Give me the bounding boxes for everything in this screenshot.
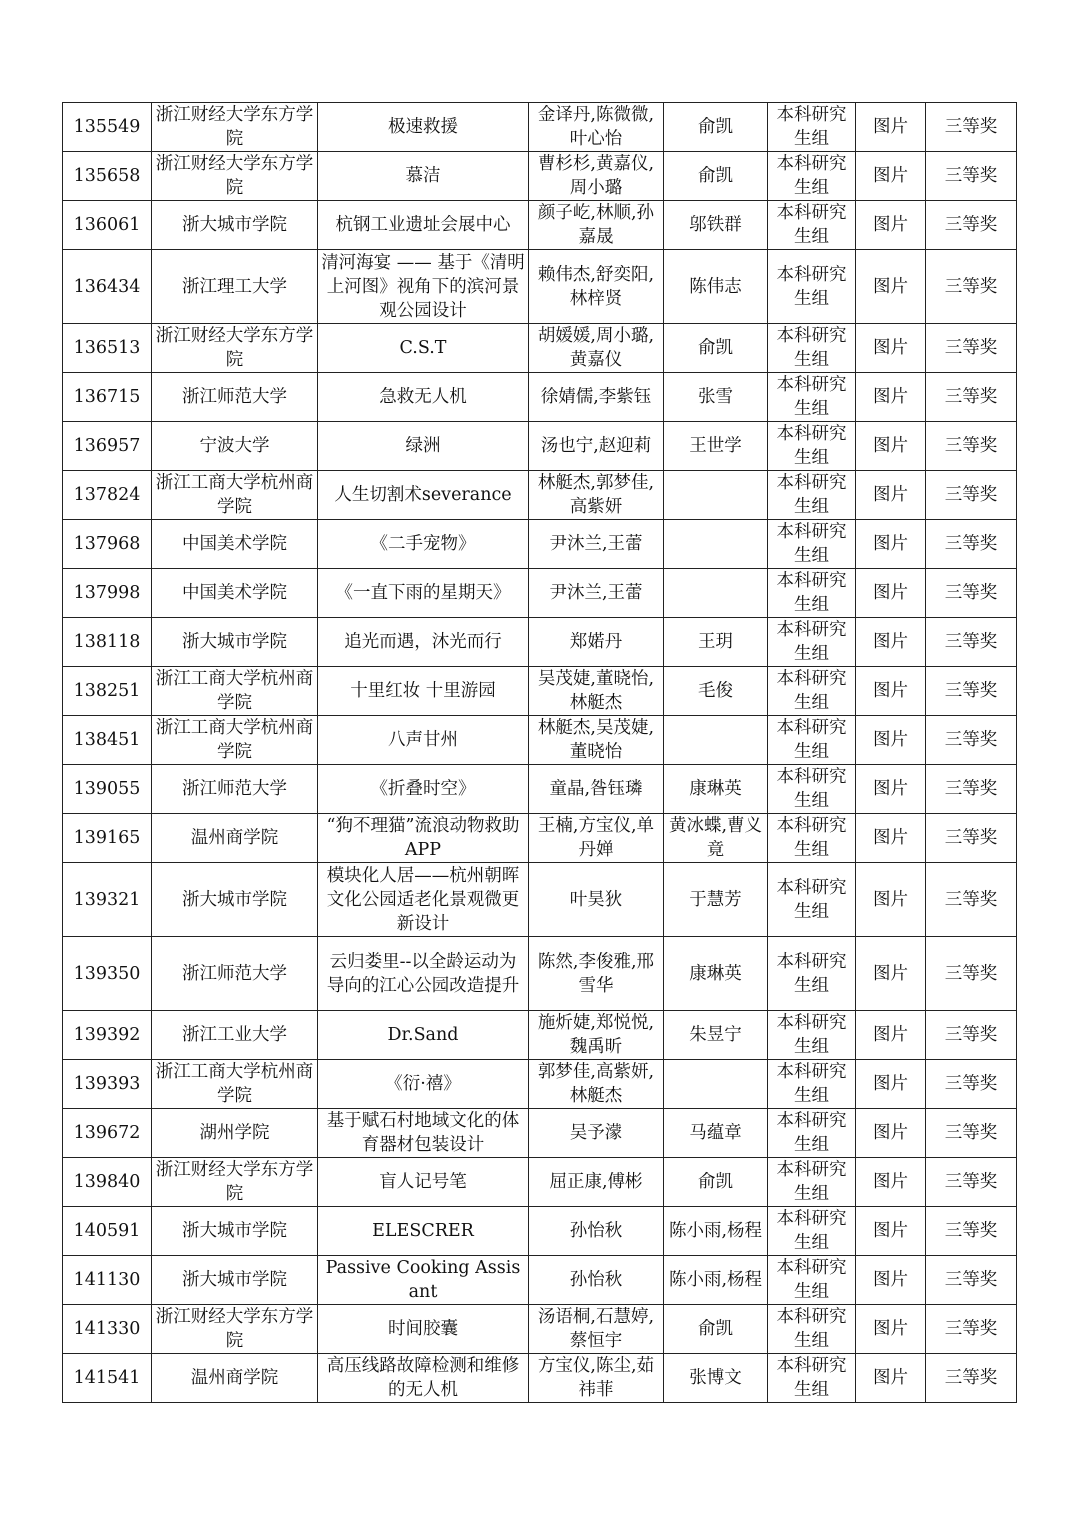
entry-id-cell: 135658	[63, 152, 152, 201]
category-cell: 图片	[856, 667, 926, 716]
category-cell: 图片	[856, 103, 926, 152]
table-row	[63, 422, 1017, 471]
advisor-cell: 康琳英	[664, 765, 768, 814]
award-cell: 三等奖	[926, 1256, 1017, 1305]
entry-id-cell: 137998	[63, 569, 152, 618]
award-cell: 三等奖	[926, 201, 1017, 250]
category-cell: 图片	[856, 1207, 926, 1256]
category-cell: 图片	[856, 716, 926, 765]
school-cell: 宁波大学	[152, 422, 318, 471]
work-title-cell: 极速救援	[318, 103, 529, 152]
work-title-cell: 《衍·禧》	[318, 1060, 529, 1109]
school-cell: 浙大城市学院	[152, 863, 318, 937]
award-cell: 三等奖	[926, 716, 1017, 765]
group-cell: 本科研究生组	[768, 716, 856, 765]
school-cell: 浙大城市学院	[152, 201, 318, 250]
category-cell: 图片	[856, 324, 926, 373]
work-title-cell: ELESCRER	[318, 1207, 529, 1256]
entry-id-cell: 139672	[63, 1109, 152, 1158]
work-title-cell: 绿洲	[318, 422, 529, 471]
table-row	[63, 471, 1017, 520]
award-cell: 三等奖	[926, 765, 1017, 814]
advisor-cell: 邬铁群	[664, 201, 768, 250]
award-cell: 三等奖	[926, 1354, 1017, 1403]
work-title-cell: 盲人记号笔	[318, 1158, 529, 1207]
category-cell: 图片	[856, 471, 926, 520]
advisor-cell: 俞凯	[664, 152, 768, 201]
advisor-cell: 张博文	[664, 1354, 768, 1403]
table-row	[63, 765, 1017, 814]
authors-cell: 孙怡秋	[529, 1207, 664, 1256]
school-cell: 浙江师范大学	[152, 765, 318, 814]
category-cell: 图片	[856, 1354, 926, 1403]
group-cell: 本科研究生组	[768, 667, 856, 716]
entry-id-cell: 135549	[63, 103, 152, 152]
award-cell: 三等奖	[926, 250, 1017, 324]
group-cell: 本科研究生组	[768, 1305, 856, 1354]
award-cell: 三等奖	[926, 937, 1017, 1011]
table-row	[63, 1011, 1017, 1060]
award-cell: 三等奖	[926, 103, 1017, 152]
work-title-cell: 模块化人居——杭州朝晖文化公园适老化景观微更新设计	[318, 863, 529, 937]
group-cell: 本科研究生组	[768, 569, 856, 618]
award-cell: 三等奖	[926, 569, 1017, 618]
group-cell: 本科研究生组	[768, 373, 856, 422]
entry-id-cell: 139321	[63, 863, 152, 937]
work-title-cell: Dr.Sand	[318, 1011, 529, 1060]
school-cell: 浙江师范大学	[152, 373, 318, 422]
table-row	[63, 250, 1017, 324]
entry-id-cell: 138118	[63, 618, 152, 667]
category-cell: 图片	[856, 569, 926, 618]
authors-cell: 童晶,昝钰璘	[529, 765, 664, 814]
group-cell: 本科研究生组	[768, 765, 856, 814]
group-cell: 本科研究生组	[768, 250, 856, 324]
award-cell: 三等奖	[926, 1060, 1017, 1109]
table-row	[63, 201, 1017, 250]
school-cell: 浙江工商大学杭州商学院	[152, 471, 318, 520]
authors-cell: 徐婧儒,李紫钰	[529, 373, 664, 422]
school-cell: 温州商学院	[152, 1354, 318, 1403]
work-title-cell: 《二手宠物》	[318, 520, 529, 569]
category-cell: 图片	[856, 814, 926, 863]
advisor-cell: 俞凯	[664, 324, 768, 373]
work-title-cell: 云归娄里--以全龄运动为导向的江心公园改造提升	[318, 937, 529, 1011]
school-cell: 浙大城市学院	[152, 618, 318, 667]
authors-cell: 郑婼丹	[529, 618, 664, 667]
work-title-cell: 基于赋石村地域文化的体育器材包装设计	[318, 1109, 529, 1158]
group-cell: 本科研究生组	[768, 520, 856, 569]
group-cell: 本科研究生组	[768, 937, 856, 1011]
category-cell: 图片	[856, 1305, 926, 1354]
entry-id-cell: 136513	[63, 324, 152, 373]
table-row	[63, 324, 1017, 373]
authors-cell: 林艇杰,郭梦佳,高紫妍	[529, 471, 664, 520]
category-cell: 图片	[856, 937, 926, 1011]
authors-cell: 屈正康,傅彬	[529, 1158, 664, 1207]
authors-cell: 胡媛媛,周小璐,黄嘉仪	[529, 324, 664, 373]
entry-id-cell: 137824	[63, 471, 152, 520]
advisor-cell: 王世学	[664, 422, 768, 471]
advisor-cell: 俞凯	[664, 103, 768, 152]
work-title-cell: 急救无人机	[318, 373, 529, 422]
work-title-cell: 《一直下雨的星期天》	[318, 569, 529, 618]
table-row	[63, 716, 1017, 765]
advisor-cell: 康琳英	[664, 937, 768, 1011]
entry-id-cell: 141541	[63, 1354, 152, 1403]
school-cell: 浙江财经大学东方学院	[152, 103, 318, 152]
advisor-cell	[664, 716, 768, 765]
table-row	[63, 1354, 1017, 1403]
group-cell: 本科研究生组	[768, 1060, 856, 1109]
work-title-cell: 时间胶囊	[318, 1305, 529, 1354]
entry-id-cell: 139392	[63, 1011, 152, 1060]
authors-cell: 郭梦佳,高紫妍,林艇杰	[529, 1060, 664, 1109]
group-cell: 本科研究生组	[768, 201, 856, 250]
category-cell: 图片	[856, 1256, 926, 1305]
advisor-cell: 陈小雨,杨程	[664, 1256, 768, 1305]
school-cell: 温州商学院	[152, 814, 318, 863]
category-cell: 图片	[856, 863, 926, 937]
work-title-cell: Passive Cooking Assisant	[318, 1256, 529, 1305]
table-row	[63, 520, 1017, 569]
school-cell: 浙江财经大学东方学院	[152, 152, 318, 201]
authors-cell: 王楠,方宝仪,单丹婵	[529, 814, 664, 863]
entry-id-cell: 141130	[63, 1256, 152, 1305]
award-cell: 三等奖	[926, 1011, 1017, 1060]
school-cell: 浙江理工大学	[152, 250, 318, 324]
category-cell: 图片	[856, 373, 926, 422]
entry-id-cell: 141330	[63, 1305, 152, 1354]
authors-cell: 金译丹,陈微微,叶心怡	[529, 103, 664, 152]
group-cell: 本科研究生组	[768, 103, 856, 152]
entry-id-cell: 140591	[63, 1207, 152, 1256]
work-title-cell: C.S.T	[318, 324, 529, 373]
table-row	[63, 1305, 1017, 1354]
award-cell: 三等奖	[926, 422, 1017, 471]
school-cell: 浙江财经大学东方学院	[152, 324, 318, 373]
advisor-cell: 俞凯	[664, 1158, 768, 1207]
entry-id-cell: 139165	[63, 814, 152, 863]
award-cell: 三等奖	[926, 152, 1017, 201]
advisor-cell: 于慧芳	[664, 863, 768, 937]
work-title-cell: “狗不理猫”流浪动物救助APP	[318, 814, 529, 863]
advisor-cell: 陈小雨,杨程	[664, 1207, 768, 1256]
entry-id-cell: 139055	[63, 765, 152, 814]
advisor-cell: 陈伟志	[664, 250, 768, 324]
advisor-cell	[664, 520, 768, 569]
category-cell: 图片	[856, 152, 926, 201]
group-cell: 本科研究生组	[768, 618, 856, 667]
category-cell: 图片	[856, 1109, 926, 1158]
table-row	[63, 1207, 1017, 1256]
table-row	[63, 373, 1017, 422]
entry-id-cell: 139350	[63, 937, 152, 1011]
entry-id-cell: 139393	[63, 1060, 152, 1109]
table-row	[63, 1060, 1017, 1109]
school-cell: 浙江工商大学杭州商学院	[152, 716, 318, 765]
awards-table	[62, 102, 1017, 1403]
table-row	[63, 863, 1017, 937]
award-cell: 三等奖	[926, 471, 1017, 520]
table-row	[63, 667, 1017, 716]
school-cell: 浙江工商大学杭州商学院	[152, 1060, 318, 1109]
school-cell: 中国美术学院	[152, 569, 318, 618]
authors-cell: 尹沐兰,王蕾	[529, 569, 664, 618]
category-cell: 图片	[856, 1158, 926, 1207]
table-row	[63, 152, 1017, 201]
entry-id-cell: 138451	[63, 716, 152, 765]
group-cell: 本科研究生组	[768, 1011, 856, 1060]
advisor-cell	[664, 569, 768, 618]
award-cell: 三等奖	[926, 1109, 1017, 1158]
entry-id-cell: 138251	[63, 667, 152, 716]
group-cell: 本科研究生组	[768, 422, 856, 471]
award-cell: 三等奖	[926, 1207, 1017, 1256]
award-cell: 三等奖	[926, 618, 1017, 667]
category-cell: 图片	[856, 520, 926, 569]
work-title-cell: 十里红妆 十里游园	[318, 667, 529, 716]
category-cell: 图片	[856, 250, 926, 324]
advisor-cell: 张雪	[664, 373, 768, 422]
entry-id-cell: 136715	[63, 373, 152, 422]
work-title-cell: 人生切割术severance	[318, 471, 529, 520]
award-cell: 三等奖	[926, 324, 1017, 373]
work-title-cell: 慕洁	[318, 152, 529, 201]
authors-cell: 汤也宁,赵迎莉	[529, 422, 664, 471]
school-cell: 中国美术学院	[152, 520, 318, 569]
school-cell: 湖州学院	[152, 1109, 318, 1158]
award-cell: 三等奖	[926, 1158, 1017, 1207]
advisor-cell: 朱昱宁	[664, 1011, 768, 1060]
work-title-cell: 清河海宴 —— 基于《清明上河图》视角下的滨河景观公园设计	[318, 250, 529, 324]
award-cell: 三等奖	[926, 373, 1017, 422]
entry-id-cell: 137968	[63, 520, 152, 569]
award-cell: 三等奖	[926, 863, 1017, 937]
group-cell: 本科研究生组	[768, 1256, 856, 1305]
authors-cell: 叶昊狄	[529, 863, 664, 937]
school-cell: 浙江师范大学	[152, 937, 318, 1011]
award-cell: 三等奖	[926, 520, 1017, 569]
authors-cell: 曹杉杉,黄嘉仪,周小璐	[529, 152, 664, 201]
work-title-cell: 《折叠时空》	[318, 765, 529, 814]
table-row	[63, 1109, 1017, 1158]
authors-cell: 尹沐兰,王蕾	[529, 520, 664, 569]
category-cell: 图片	[856, 422, 926, 471]
school-cell: 浙江财经大学东方学院	[152, 1158, 318, 1207]
entry-id-cell: 136957	[63, 422, 152, 471]
authors-cell: 赖伟杰,舒奕阳,林梓贤	[529, 250, 664, 324]
authors-cell: 陈然,李俊雅,邢雪华	[529, 937, 664, 1011]
authors-cell: 施炘婕,郑悦悦,魏禹昕	[529, 1011, 664, 1060]
entry-id-cell: 136061	[63, 201, 152, 250]
work-title-cell: 杭钢工业遗址会展中心	[318, 201, 529, 250]
authors-cell: 汤语桐,石慧婷,蔡恒宇	[529, 1305, 664, 1354]
advisor-cell: 俞凯	[664, 1305, 768, 1354]
authors-cell: 孙怡秋	[529, 1256, 664, 1305]
category-cell: 图片	[856, 618, 926, 667]
advisor-cell	[664, 471, 768, 520]
table-row	[63, 618, 1017, 667]
table-row	[63, 1256, 1017, 1305]
group-cell: 本科研究生组	[768, 1109, 856, 1158]
work-title-cell: 高压线路故障检测和维修的无人机	[318, 1354, 529, 1403]
school-cell: 浙大城市学院	[152, 1256, 318, 1305]
group-cell: 本科研究生组	[768, 152, 856, 201]
authors-cell: 吴予濛	[529, 1109, 664, 1158]
entry-id-cell: 139840	[63, 1158, 152, 1207]
school-cell: 浙大城市学院	[152, 1207, 318, 1256]
advisor-cell	[664, 1060, 768, 1109]
group-cell: 本科研究生组	[768, 471, 856, 520]
category-cell: 图片	[856, 1060, 926, 1109]
table-row	[63, 1158, 1017, 1207]
school-cell: 浙江财经大学东方学院	[152, 1305, 318, 1354]
entry-id-cell: 136434	[63, 250, 152, 324]
authors-cell: 颜子屹,林顺,孙嘉晟	[529, 201, 664, 250]
advisor-cell: 王玥	[664, 618, 768, 667]
advisor-cell: 黄冰蝶,曹义竟	[664, 814, 768, 863]
table-row	[63, 569, 1017, 618]
table-row	[63, 103, 1017, 152]
group-cell: 本科研究生组	[768, 1158, 856, 1207]
advisor-cell: 毛俊	[664, 667, 768, 716]
authors-cell: 吴茂婕,董晓怡,林艇杰	[529, 667, 664, 716]
category-cell: 图片	[856, 201, 926, 250]
category-cell: 图片	[856, 765, 926, 814]
group-cell: 本科研究生组	[768, 863, 856, 937]
award-cell: 三等奖	[926, 667, 1017, 716]
award-cell: 三等奖	[926, 814, 1017, 863]
table-body	[63, 103, 1017, 1403]
authors-cell: 方宝仪,陈尘,茹祎菲	[529, 1354, 664, 1403]
advisor-cell: 马蕴章	[664, 1109, 768, 1158]
work-title-cell: 八声甘州	[318, 716, 529, 765]
school-cell: 浙江工商大学杭州商学院	[152, 667, 318, 716]
table-row	[63, 937, 1017, 1011]
group-cell: 本科研究生组	[768, 324, 856, 373]
group-cell: 本科研究生组	[768, 814, 856, 863]
group-cell: 本科研究生组	[768, 1207, 856, 1256]
table-row	[63, 814, 1017, 863]
award-cell: 三等奖	[926, 1305, 1017, 1354]
group-cell: 本科研究生组	[768, 1354, 856, 1403]
work-title-cell: 追光而遇，沐光而行	[318, 618, 529, 667]
school-cell: 浙江工业大学	[152, 1011, 318, 1060]
authors-cell: 林艇杰,吴茂婕,董晓怡	[529, 716, 664, 765]
category-cell: 图片	[856, 1011, 926, 1060]
